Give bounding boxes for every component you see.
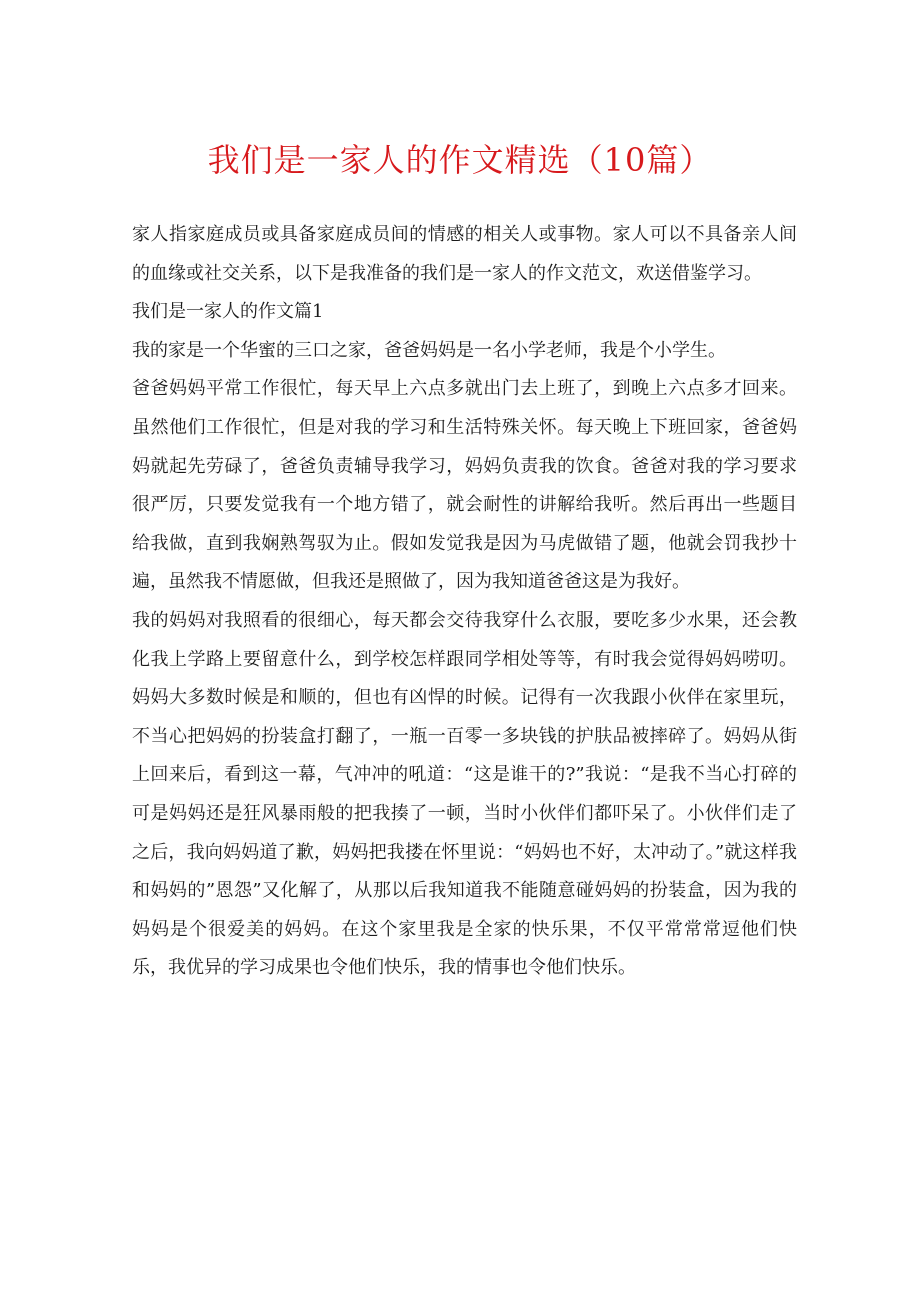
document-title: 我们是一家人的作文精选（10篇）	[207, 141, 713, 179]
document-body	[132, 216, 797, 988]
intro-paragraph: 家人指家庭成员或具备家庭成员间的情感的相关人或事物。家人可以不具备亲人间的血缘或社交关系，以下是我准备的我们是一家人的作文范文，欢送借鉴学习。	[132, 224, 797, 284]
body-paragraph: 爸爸妈妈平常工作很忙，每天早上六点多就出门去上班了，到晚上六点多才回来。虽然他们工作很忙，但是对我的学习和生活特殊关怀。每天晚上下班回家，爸爸妈妈就起先劳碌了，爸爸负责辅导我学习，妈妈负责我的饮食。爸爸对我的学习要求很严厉，只要发觉我有一个地方错了，就会耐性的讲解给我听。然后再出一些题目给我做，直到我娴熟驾驭为止。假如发觉我是因为马虎做错了题，他就会罚我抄十遍，虽然我不情愿做，但我还是照做了，因为我知道爸爸这是为我好。	[132, 378, 797, 593]
section-heading: 我们是一家人的作文篇1	[132, 301, 324, 323]
body-paragraph: 我的妈妈对我照看的很细心，每天都会交待我穿什么衣服，要吃多少水果，还会教化我上学路上要留意什么，到学校怎样跟同学相处等等，有时我会觉得妈妈唠叨。妈妈大多数时候是和顺的，但也有凶悍的时候。记得有一次我跟小伙伴在家里玩，不当心把妈妈的扮装盒打翻了，一瓶一百零一多块钱的护肤品被摔碎了。妈妈从街上回来后，看到这一幕，气冲冲的吼道：“这是谁干的?”我说：“是我不当心打碎的可是妈妈还是狂风暴雨般的把我揍了一顿，当时小伙伴们都吓呆了。小伙伴们走了之后，我向妈妈道了歉，妈妈把我搂在怀里说：“妈妈也不好，太冲动了。”就这样我和妈妈的”恩怨”又化解了，从那以后我知道我不能随意碰妈妈的扮装盒，因为我的妈妈是个很爱美的妈妈。在这个家里我是全家的快乐果，不仅平常常常逗他们快乐，我优异的学习成果也令他们快乐，我的情事也令他们快乐。	[132, 609, 797, 979]
body-paragraph: 我的家是一个华蜜的三口之家，爸爸妈妈是一名小学老师，我是个小学生。	[132, 339, 726, 361]
